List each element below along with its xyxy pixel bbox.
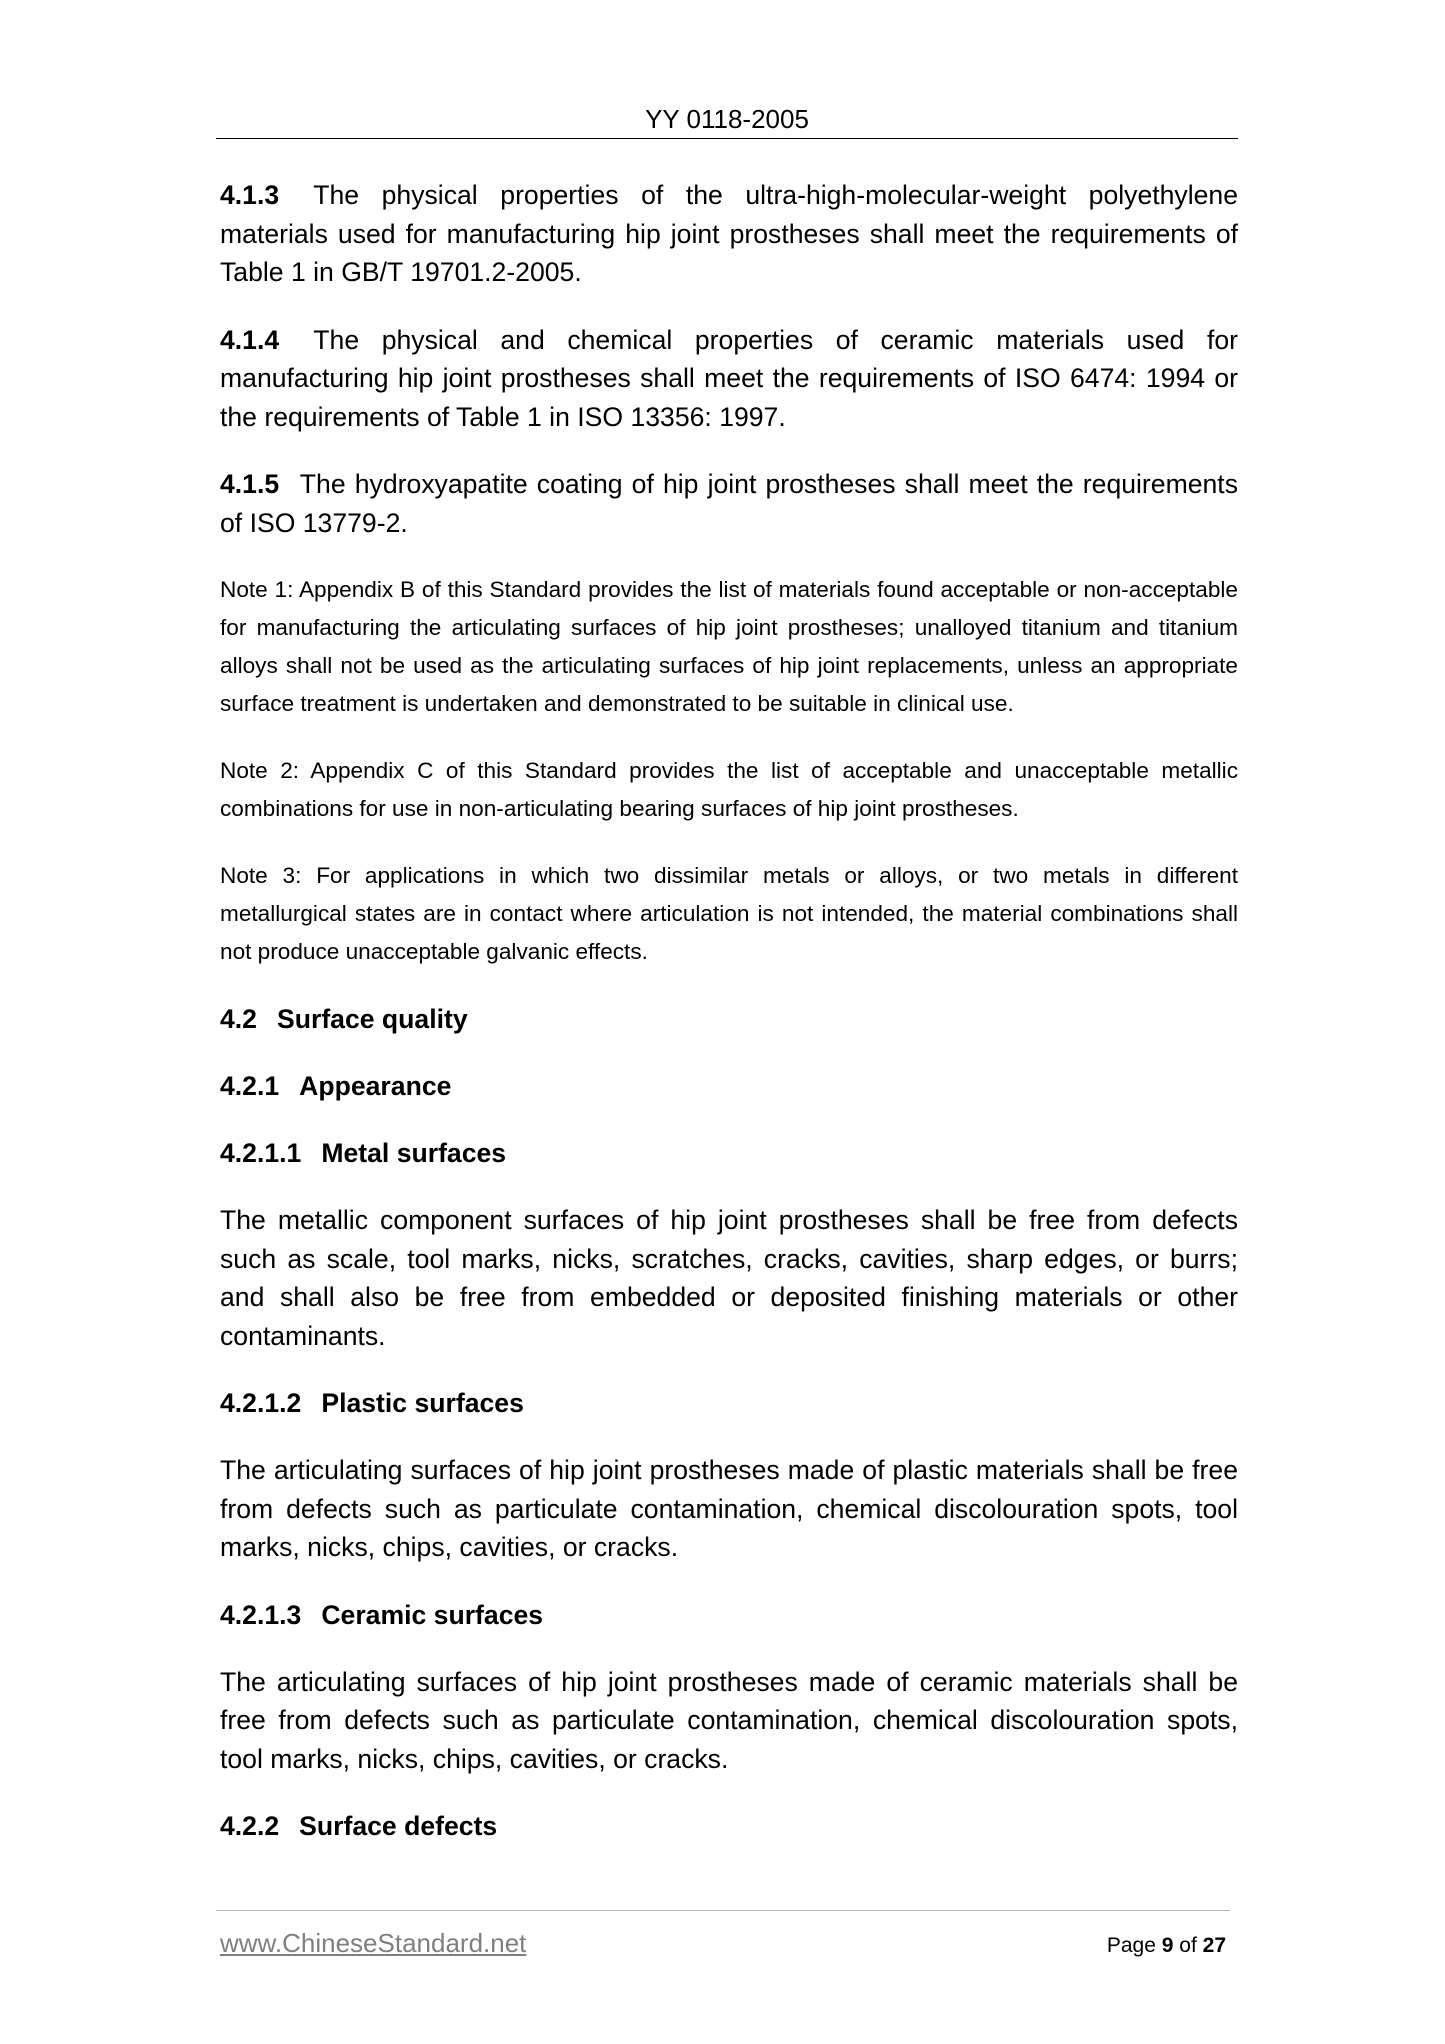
clause-4-1-3 (220, 176, 1238, 292)
website-link[interactable]: www.ChineseStandard.net (220, 1928, 527, 1958)
page-prefix: Page (1106, 1934, 1156, 1957)
page-header (216, 102, 1238, 139)
heading-title: Surface quality (276, 1004, 468, 1034)
heading-4-2-1-2 (220, 1384, 1238, 1422)
heading-4-2 (220, 1000, 1238, 1038)
plastic-surfaces-text: The articulating surfaces of hip joint prostheses made of plastic materials shall be free from defects such as particulate contamination, chemical discolouration spots, tool marks, nicks, chips, cavities, or cracks. (220, 1455, 1238, 1562)
heading-4-2-1-3 (220, 1596, 1238, 1634)
clause-number: 4.1.3 (220, 180, 280, 210)
heading-number: 4.2.1.2 (220, 1388, 302, 1418)
heading-number: 4.2.2 (220, 1811, 280, 1841)
clause-text: The physical and chemical properties of ceramic materials used for manufacturing hip joint prostheses shall meet the requirements of ISO 6474: 1994 or the requirements of Table 1 in ISO 13356: 1997. (220, 324, 1238, 432)
heading-title: Plastic surfaces (321, 1388, 524, 1418)
heading-title: Metal surfaces (321, 1138, 507, 1168)
footer-divider (216, 1910, 1230, 1911)
heading-4-2-2 (220, 1807, 1238, 1845)
heading-title: Appearance (299, 1071, 452, 1101)
heading-number: 4.2 (220, 1004, 257, 1034)
standard-code: YY 0118-2005 (645, 104, 809, 134)
heading-4-2-1-1 (220, 1134, 1238, 1172)
clause-number: 4.1.5 (220, 469, 280, 499)
clause-text: The physical properties of the ultra-high-molecular-weight polyethylene materials used for manufacturing hip joint prostheses shall meet the requirements of Table 1 in GB/T 19701.2-2005. (220, 180, 1238, 287)
heading-title: Surface defects (299, 1811, 498, 1841)
note-3: Note 3: For applications in which two dissimilar metals or alloys, or two metals in different metallurgical states are in contact where articulation is not intended, the material combinations shall not produce unacceptable galvanic effects. (220, 863, 1238, 964)
page-content (220, 176, 1238, 1874)
heading-number: 4.2.1.3 (220, 1599, 302, 1630)
page-of: of (1179, 1934, 1197, 1957)
current-page: 9 (1161, 1934, 1174, 1957)
ceramic-surfaces-text: The articulating surfaces of hip joint prostheses made of ceramic materials shall be free from defects such as particulate contamination, chemical discolouration spots, tool marks, nicks, chips, cavities, or cracks. (220, 1666, 1238, 1774)
heading-title: Ceramic surfaces (321, 1599, 544, 1630)
page-number (1107, 1934, 1226, 1958)
heading-number: 4.2.1 (220, 1071, 280, 1101)
clause-number: 4.1.4 (220, 324, 280, 355)
note-2: Note 2: Appendix C of this Standard provides the list of acceptable and unacceptable metallic combinations for use in non-articulating bearing surfaces of hip joint prostheses. (220, 758, 1238, 821)
metal-surfaces-text: The metallic component surfaces of hip joint prostheses shall be free from defects such as scale, tool marks, nicks, scratches, cracks, cavities, sharp edges, or burrs; and shall also be free from embedded or deposited finishing materials or other contaminants. (220, 1205, 1238, 1351)
total-pages: 27 (1202, 1934, 1226, 1957)
note-1: Note 1: Appendix B of this Standard provides the list of materials found acceptable or non-acceptable for manufacturing the articulating surfaces of hip joint prostheses; unalloyed titanium and titanium alloys shall not be used as the articulating surfaces of hip joint replacements, unless an appropriate surface treatment is undertaken and demonstrated to be suitable in clinical use. (220, 577, 1238, 716)
clause-4-1-4 (220, 321, 1238, 437)
heading-4-2-1 (220, 1067, 1238, 1105)
clause-text: The hydroxyapatite coating of hip joint prostheses shall meet the requirements of ISO 13779-2. (220, 469, 1238, 538)
clause-4-1-5 (220, 465, 1238, 542)
heading-number: 4.2.1.1 (220, 1138, 302, 1168)
